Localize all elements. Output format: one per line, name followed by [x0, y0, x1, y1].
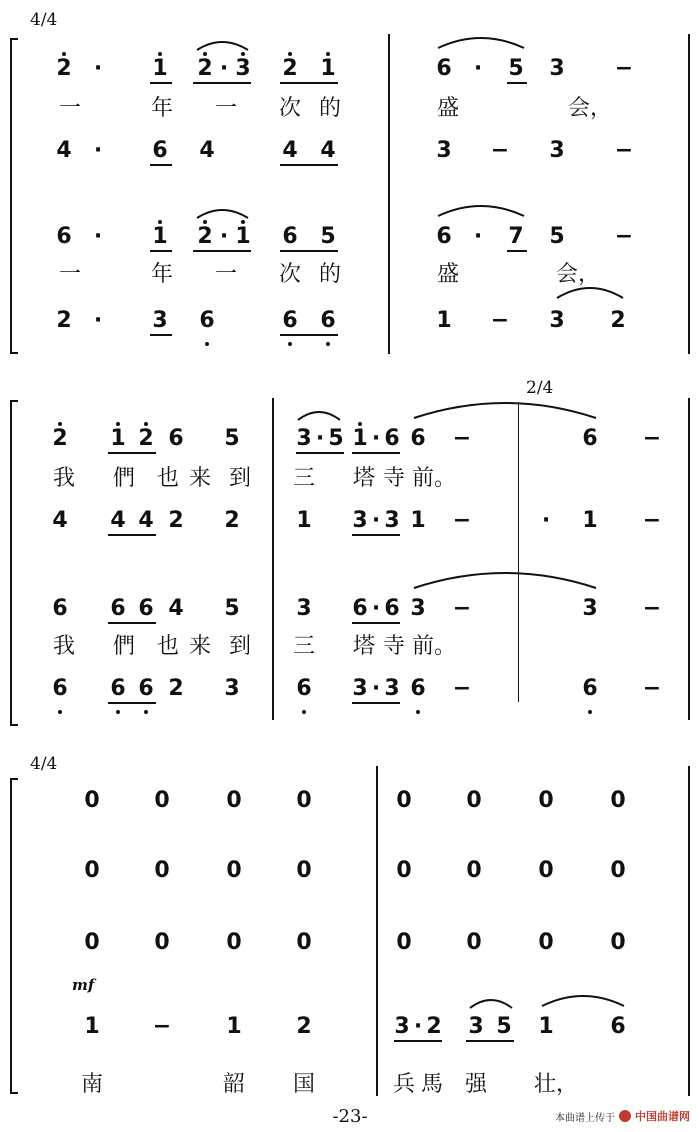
rest: 0: [296, 788, 312, 813]
note: 6: [110, 676, 126, 701]
lyric: 盛: [436, 262, 460, 287]
lyric: 韶: [222, 1072, 246, 1097]
octave-dot: [302, 710, 306, 714]
underline: [280, 334, 338, 336]
slur: [296, 408, 342, 422]
underline: [466, 1040, 514, 1042]
octave-dot: [158, 220, 162, 224]
note-dot: ·: [219, 224, 229, 249]
watermark-text: 本曲谱上传于: [555, 1112, 615, 1124]
note: 7: [508, 224, 524, 249]
note: 4: [110, 508, 126, 533]
dash: −: [490, 308, 510, 333]
lyric: 們: [112, 466, 136, 491]
lyrics-line: [0, 464, 700, 494]
melody-line: [0, 1012, 700, 1042]
note: 4: [199, 138, 215, 163]
note: 6: [352, 596, 368, 621]
note: 2: [56, 308, 72, 333]
rest: 0: [396, 788, 412, 813]
lyric: 来: [188, 466, 212, 491]
lyric: 塔: [352, 634, 376, 659]
note: 3: [384, 508, 400, 533]
note: 1: [352, 426, 368, 451]
rest: 0: [84, 930, 100, 955]
lyric: 一: [214, 262, 238, 287]
lyric: 年: [150, 262, 174, 287]
underline: [108, 452, 156, 454]
dash: −: [642, 676, 662, 701]
note: 5: [224, 426, 240, 451]
rest: 0: [296, 930, 312, 955]
underline: [507, 82, 527, 84]
soprano-line-2: [0, 594, 700, 624]
octave-dot: [62, 52, 66, 56]
note: 3: [384, 676, 400, 701]
note: 1: [226, 1014, 242, 1039]
octave-dot: [144, 710, 148, 714]
note: 1: [152, 224, 168, 249]
note: 3: [549, 308, 565, 333]
note: 5: [496, 1014, 512, 1039]
rest: 0: [84, 858, 100, 883]
bass-line: [0, 674, 700, 704]
dash: −: [452, 596, 472, 621]
note: 2: [610, 308, 626, 333]
note: 4: [320, 138, 336, 163]
lyric: 会，: [555, 262, 601, 287]
note: 6: [320, 308, 336, 333]
note: 6: [168, 426, 184, 451]
note: 5: [328, 426, 344, 451]
underline: [394, 1040, 442, 1042]
lyric: 三: [292, 634, 316, 659]
rest: 0: [610, 858, 626, 883]
octave-dot: [144, 422, 148, 426]
underline: [280, 250, 338, 252]
note: 6: [296, 676, 312, 701]
voice-line-1: [0, 786, 700, 816]
note: 1: [152, 56, 168, 81]
note: 6: [56, 224, 72, 249]
rest: 0: [154, 930, 170, 955]
dash: −: [452, 676, 472, 701]
rest: 0: [610, 788, 626, 813]
note-dot: ·: [371, 676, 381, 701]
note: 3: [235, 56, 251, 81]
octave-dot: [588, 710, 592, 714]
note: 2: [197, 224, 213, 249]
lyric: 塔: [352, 466, 376, 491]
dash: −: [152, 1014, 172, 1039]
note: 3: [468, 1014, 484, 1039]
underline: [507, 250, 527, 252]
note: 6: [152, 138, 168, 163]
note: 5: [549, 224, 565, 249]
note: 2: [138, 426, 154, 451]
note-dot: ·: [93, 224, 103, 249]
underline: [280, 82, 338, 84]
note: 3: [296, 596, 312, 621]
note-dot: ·: [93, 308, 103, 333]
note: 4: [138, 508, 154, 533]
octave-dot: [288, 52, 292, 56]
note: 5: [224, 596, 240, 621]
note-dot: ·: [473, 224, 483, 249]
note: 2: [296, 1014, 312, 1039]
lyric: 也: [156, 634, 180, 659]
lyric: 到: [228, 466, 252, 491]
note: 2: [52, 426, 68, 451]
dash: −: [642, 596, 662, 621]
lyric: 前。: [411, 634, 457, 659]
slur: [468, 996, 514, 1010]
dash: −: [452, 426, 472, 451]
note: 1: [296, 508, 312, 533]
lyric: 一: [214, 96, 238, 121]
dash: −: [642, 426, 662, 451]
note: 6: [52, 676, 68, 701]
system-1: [0, 0, 700, 360]
note: 6: [384, 596, 400, 621]
rest: 0: [538, 930, 554, 955]
octave-dot: [288, 342, 292, 346]
octave-dot: [358, 422, 362, 426]
soprano-line: [0, 54, 700, 84]
lyric: 一: [58, 96, 82, 121]
lyric: 次: [278, 96, 302, 121]
note: 6: [582, 426, 598, 451]
lyric: 盛: [436, 96, 460, 121]
note-dot: ·: [371, 508, 381, 533]
note: 2: [197, 56, 213, 81]
dash: −: [452, 508, 472, 533]
lyric: 强: [464, 1072, 488, 1097]
soprano-line-2: [0, 222, 700, 252]
note: 1: [436, 308, 452, 333]
lyric: 寺: [382, 634, 406, 659]
note: 1: [110, 426, 126, 451]
underline: [352, 622, 400, 624]
octave-dot: [241, 52, 245, 56]
underline: [150, 250, 172, 252]
underline: [352, 534, 400, 536]
note: 6: [110, 596, 126, 621]
note: 3: [436, 138, 452, 163]
bass-line: [0, 306, 700, 336]
lyric: 的: [318, 96, 342, 121]
rest: 0: [466, 788, 482, 813]
alto-line: [0, 506, 700, 536]
tie: [412, 568, 598, 590]
rest: 0: [538, 858, 554, 883]
octave-dot: [241, 220, 245, 224]
dash: −: [642, 508, 662, 533]
note: 3: [394, 1014, 410, 1039]
note: 5: [320, 224, 336, 249]
voice-line-3: [0, 928, 700, 958]
note-dot: ·: [541, 508, 551, 533]
voice-line-2: [0, 856, 700, 886]
note: 3: [582, 596, 598, 621]
time-signature: 4/4: [30, 754, 58, 774]
note: 2: [224, 508, 240, 533]
lyric: 来: [188, 634, 212, 659]
note: 6: [384, 426, 400, 451]
lyrics-line: [0, 94, 700, 124]
rest: 0: [466, 858, 482, 883]
page-number: -23-: [332, 1106, 368, 1127]
note: 1: [410, 508, 426, 533]
system-2: [0, 372, 700, 732]
lyric: 前。: [411, 466, 457, 491]
octave-dot: [416, 710, 420, 714]
note: 1: [582, 508, 598, 533]
octave-dot: [58, 422, 62, 426]
note: 6: [138, 676, 154, 701]
note: 2: [56, 56, 72, 81]
octave-dot: [205, 342, 209, 346]
note: 6: [199, 308, 215, 333]
note: 6: [52, 596, 68, 621]
note-dot: ·: [371, 426, 381, 451]
dynamic-marking: mf: [72, 976, 95, 994]
tie: [412, 398, 598, 420]
note: 2: [168, 508, 184, 533]
slur: [195, 38, 250, 52]
watermark: [555, 1108, 690, 1124]
time-signature: 2/4: [526, 378, 554, 398]
octave-dot: [326, 52, 330, 56]
underline: [193, 82, 251, 84]
underline: [150, 334, 172, 336]
lyric: 壮，: [533, 1072, 579, 1097]
note: 6: [610, 1014, 626, 1039]
lyric: 南: [80, 1072, 104, 1097]
note: 3: [152, 308, 168, 333]
lyric: 到: [228, 634, 252, 659]
rest: 0: [84, 788, 100, 813]
note: 6: [436, 224, 452, 249]
note: 4: [168, 596, 184, 621]
note: 5: [508, 56, 524, 81]
rest: 0: [610, 930, 626, 955]
watermark-site[interactable]: 中国曲谱网: [635, 1111, 690, 1123]
underline: [280, 164, 338, 166]
lyric: 次: [278, 262, 302, 287]
note: 3: [352, 676, 368, 701]
slur: [540, 992, 626, 1008]
note: 1: [235, 224, 251, 249]
note: 6: [138, 596, 154, 621]
note: 3: [352, 508, 368, 533]
lyric: 三: [292, 466, 316, 491]
underline: [193, 250, 251, 252]
note: 1: [538, 1014, 554, 1039]
underline: [150, 82, 172, 84]
dash: −: [490, 138, 510, 163]
note-dot: ·: [219, 56, 229, 81]
slur: [436, 34, 526, 50]
note-dot: ·: [93, 56, 103, 81]
note: 3: [224, 676, 240, 701]
alto-line: [0, 136, 700, 166]
note: 3: [296, 426, 312, 451]
note: 6: [410, 426, 426, 451]
underline: [108, 702, 156, 704]
note-dot: ·: [93, 138, 103, 163]
note-dot: ·: [371, 596, 381, 621]
octave-dot: [203, 220, 207, 224]
lyrics-line: [0, 1070, 700, 1100]
time-signature: 4/4: [30, 10, 58, 30]
lyric: 們: [112, 634, 136, 659]
note: 3: [410, 596, 426, 621]
underline: [352, 452, 400, 454]
underline: [150, 164, 172, 166]
lyric: 我: [52, 466, 76, 491]
system-3: [0, 748, 700, 1104]
rest: 0: [226, 930, 242, 955]
underline: [352, 702, 400, 704]
slur: [555, 284, 625, 300]
octave-dot: [58, 710, 62, 714]
note: 2: [426, 1014, 442, 1039]
note: 6: [582, 676, 598, 701]
underline: [108, 534, 156, 536]
lyric: 一: [58, 262, 82, 287]
note: 1: [320, 56, 336, 81]
note: 6: [436, 56, 452, 81]
rest: 0: [154, 788, 170, 813]
octave-dot: [203, 52, 207, 56]
lyric: 会，: [567, 96, 613, 121]
lyric: 兵: [392, 1072, 416, 1097]
lyric: 年: [150, 96, 174, 121]
rest: 0: [154, 858, 170, 883]
note: 4: [282, 138, 298, 163]
rest: 0: [466, 930, 482, 955]
underline: [296, 452, 344, 454]
lyric: 馬: [420, 1072, 444, 1097]
note: 6: [282, 224, 298, 249]
rest: 0: [226, 858, 242, 883]
underline: [108, 622, 156, 624]
lyric: 的: [318, 262, 342, 287]
note: 3: [549, 138, 565, 163]
lyrics-line-2: [0, 632, 700, 662]
rest: 0: [296, 858, 312, 883]
note-dot: ·: [473, 56, 483, 81]
dash: −: [614, 56, 634, 81]
note: 4: [56, 138, 72, 163]
lyric: 寺: [382, 466, 406, 491]
rest: 0: [396, 930, 412, 955]
slur: [436, 202, 526, 218]
slur: [195, 206, 250, 220]
rest: 0: [396, 858, 412, 883]
dash: −: [614, 138, 634, 163]
octave-dot: [116, 710, 120, 714]
note: 6: [410, 676, 426, 701]
rest: 0: [538, 788, 554, 813]
note: 2: [168, 676, 184, 701]
note-dot: ·: [315, 426, 325, 451]
soprano-line: [0, 424, 700, 454]
note: 6: [282, 308, 298, 333]
octave-dot: [116, 422, 120, 426]
note: 3: [549, 56, 565, 81]
site-logo-icon: [619, 1110, 631, 1122]
note: 2: [282, 56, 298, 81]
lyric: 我: [52, 634, 76, 659]
rest: 0: [226, 788, 242, 813]
octave-dot: [326, 342, 330, 346]
octave-dot: [158, 52, 162, 56]
lyric: 国: [292, 1072, 316, 1097]
note: 4: [52, 508, 68, 533]
note-dot: ·: [413, 1014, 423, 1039]
note: 1: [84, 1014, 100, 1039]
dash: −: [614, 224, 634, 249]
lyric: 也: [156, 466, 180, 491]
